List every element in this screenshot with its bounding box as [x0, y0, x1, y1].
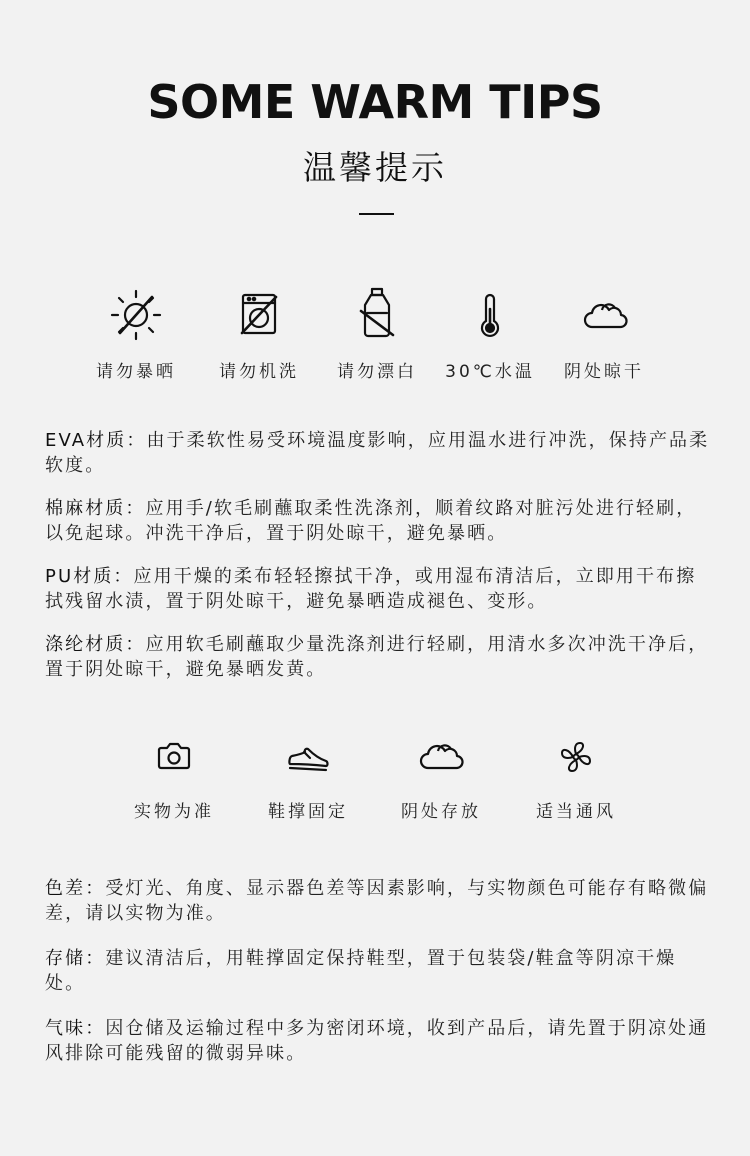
- storage-label-ventilate: 适当通风: [536, 802, 616, 822]
- no-sun-icon: [106, 285, 166, 345]
- material-care-section: [45, 428, 710, 682]
- storage-item-shade-store: [401, 737, 481, 822]
- storage-item-shoe-tree: [268, 737, 348, 822]
- note-odor-head: 气味：: [45, 1018, 106, 1039]
- note-storage-head: 存储：: [45, 948, 106, 969]
- note-color-diff: [45, 876, 710, 926]
- note-odor-text: 因仓储及运输过程中多为密闭环境，收到产品后，请先置于阴凉处通风排除可能残留的微弱异味。: [45, 1018, 709, 1064]
- care-icon-row: [0, 285, 750, 385]
- care-label-shade-dry: 阴处晾干: [564, 362, 644, 382]
- storage-icon-row: [0, 737, 750, 827]
- storage-label-shoe-tree: 鞋撑固定: [268, 802, 348, 822]
- no-machine-wash-icon: [229, 285, 289, 345]
- title-divider: [359, 213, 394, 215]
- storage-label-actual: 实物为准: [134, 802, 214, 822]
- storage-item-actual: [134, 737, 214, 822]
- storage-item-ventilate: [536, 737, 616, 822]
- material-polyester: [45, 632, 710, 682]
- material-cotton-linen: [45, 496, 710, 546]
- care-item-water-temp: [445, 285, 535, 382]
- note-storage: [45, 946, 710, 996]
- care-label-no-machine-wash: 请勿机洗: [219, 362, 299, 382]
- material-polyester-text: 应用软毛刷蘸取少量洗涤剂进行轻刷，用清水多次冲洗干净后，置于阴处晾干，避免暴晒发黄。: [45, 634, 709, 680]
- care-item-no-sun: [96, 285, 176, 382]
- thermometer-icon: [460, 285, 520, 345]
- note-storage-text: 建议清洁后，用鞋撑固定保持鞋型，置于包装袋/鞋盒等阴凉干燥处。: [45, 948, 677, 994]
- care-item-shade-dry: [564, 285, 644, 382]
- material-eva-head: EVA材质：: [45, 430, 147, 451]
- no-bleach-icon: [347, 285, 407, 345]
- material-eva: [45, 428, 710, 478]
- cloud-icon: [411, 737, 471, 777]
- material-polyester-head: 涤纶材质：: [45, 634, 146, 655]
- material-pu-text: 应用干燥的柔布轻轻擦拭干净，或用湿布清洁后，立即用干布擦拭残留水渍，置于阴处晾干，避免暴晒造成褪色、变形。: [45, 566, 697, 612]
- material-cotton-linen-text: 应用手/软毛刷蘸取柔性洗涤剂，顺着纹路对脏污处进行轻刷，以免起球。冲洗干净后，置于阴处晾干，避免暴晒。: [45, 498, 697, 544]
- care-label-no-sun: 请勿暴晒: [96, 362, 176, 382]
- note-color-diff-head: 色差：: [45, 878, 106, 899]
- material-pu-head: PU材质：: [45, 566, 134, 587]
- material-pu: [45, 564, 710, 614]
- care-label-water-temp: 30℃水温: [445, 362, 535, 382]
- cloud-icon: [574, 285, 634, 345]
- shoe-tree-icon: [278, 737, 338, 777]
- material-cotton-linen-head: 棉麻材质：: [45, 498, 146, 519]
- note-odor: [45, 1016, 710, 1066]
- care-item-no-bleach: [337, 285, 417, 382]
- care-label-no-bleach: 请勿漂白: [337, 362, 417, 382]
- page-subtitle: 温馨提示: [303, 148, 447, 187]
- camera-icon: [144, 737, 204, 777]
- material-eva-text: 由于柔软性易受环境温度影响，应用温水进行冲洗，保持产品柔软度。: [45, 430, 710, 476]
- care-item-no-machine-wash: [219, 285, 299, 382]
- note-color-diff-text: 受灯光、角度、显示器色差等因素影响，与实物颜色可能存有略微偏差，请以实物为准。: [45, 878, 709, 924]
- notes-section: [45, 876, 710, 1066]
- storage-label-shade-store: 阴处存放: [401, 802, 481, 822]
- page-title: SOME WARM TIPS: [147, 75, 603, 129]
- fan-icon: [546, 737, 606, 777]
